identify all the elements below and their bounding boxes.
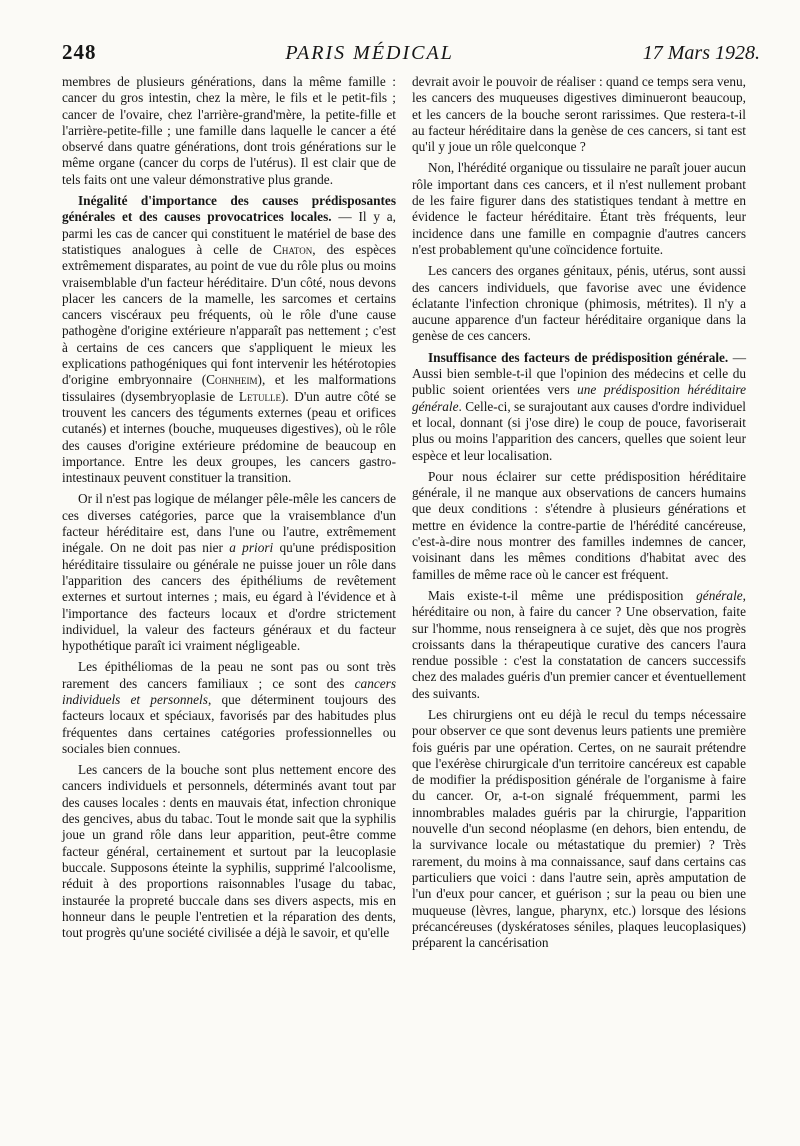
paragraph: membres de plusieurs générations, dans la même famille : cancer du gros intestin, chez la mère, le fils et le petit-fils ; cancer de l'ovaire, chez l'arrière-grand'mère, la petite-fille et l'arrière-petite-fille ; une famille dans laquelle le cancer a été observé dans quatre générations, dont trois générations sur le même organe (cancer du corps de l'utérus). Il est clair que de tels faits ont une valeur démonstrative plus grande. — [62, 74, 396, 187]
author-name: Letulle — [238, 388, 281, 404]
paragraph: Les cancers de la bouche sont plus nettement encore des cancers individuels et personnels, déterminés avant tout par des causes locales : dents en mauvais état, infection chronique des gencives, abus du tabac. Tout le monde sait que la syphilis joue un grand rôle dans leur apparition, peut-être comme facteur général, certainement et surtout par la leucoplasie buccale. Supposons éteinte la syphilis, supprimé l'alcoolisme, réduit à des proportions raisonnables l'usage du tabac, instaurée la propreté buccale dans ses divers aspects, mis en honneur dans le peuple l'entretien et la réparation des dents, tout progrès qu'une société civilisée a déjà le savoir, et qu'elle — [62, 762, 396, 941]
paragraph: Les chirurgiens ont eu déjà le recul du temps nécessaire pour observer ce que sont devenus leurs patients une première fois guéris par une opération. Certes, on ne saurait prétendre que l'exérèse chirurgicale d'un territoire cancéreux est capable de modifier la prédisposition générale de l'organisme à faire du cancer. Or, a-t-on signalé fréquemment, parmi les innombrables malades guéris par la chirurgie, l'apparition nouvelle d'un second néoplasme (en dehors, bien entendu, de la survivance locale ou métastatique du premier) ? Très rarement, du moins à ma connaissance, sauf dans certains cas particuliers que voici : dans l'autre sein, après amputation de l'un d'eux pour cancer, et guérison ; sur la peau ou bien une muqueuse (lèvres, langue, pharynx, etc.) lorsque des lésions précancéreuses (dyskératoses séniles, plaques leucoplasiques) préparent la cancérisation — [412, 706, 746, 951]
left-column — [62, 74, 396, 946]
paragraph: Pour nous éclairer sur cette prédisposition héréditaire générale, il ne manque aux observations de cancers humains que deux conditions : s'étendre à plusieurs générations et mettre en évidence la contre-partie de l'hérédité cancéreuse, c'est-à-dire nous montrer des familles indemnes de cancer, voisinant dans les mêmes conditions d'habitat avec des familles de même race où le cancer est fréquent. — [412, 468, 746, 582]
author-name: Cohnheim — [206, 372, 258, 388]
paragraph: Les cancers des organes génitaux, pénis, utérus, sont aussi des cancers individuels, que favorise avec une évidence éclatante l'infection chronique (phimosis, métrites). Il n'y a aucune apparence d'un facteur héréditaire organique dans la genèse de ces cancers. — [412, 263, 746, 344]
paragraph: Or il n'est pas logique de mélanger pêle-mêle les cancers de ces diverses catégories, parce que la vraisemblance d'un facteur héréditaire est, dans l'une ou l'autre, extrêmement inégale. On ne doit pas nier a priori qu'une prédisposition héréditaire tissulaire ou générale ne puisse jouer un rôle dans l'apparition des cancers des épithéliums de revêtement externes et surtout internes ; mais, eu égard à l'évidence et à l'importance des facteurs locaux et d'ordre strictement individuel, la valeur des facteurs généraux et du facteur hypothétique paraît ici vraiment négligeable. — [62, 491, 397, 654]
page-number: 248 — [62, 40, 97, 64]
section-heading: Inégalité d'importance des causes prédisposantes générales et des causes provocatrices locales. — [62, 193, 396, 225]
author-name: Chaton — [273, 241, 313, 257]
paragraph: Insuffisance des facteurs de prédisposition générale. — Aussi bien semble-t-il que l'opinion des médecins et celle du public soient orientées vers une prédisposition héréditaire générale. Celle-ci, se surajoutant aux causes d'ordre individuel et local, donnant (si j'ose dire) le coup de pouce, favoriserait plus ou moins l'apparition des cancers, quelles que soient leur espèce et leur localisation. — [412, 349, 746, 463]
paragraph: Mais existe-t-il même une prédisposition générale, héréditaire ou non, à faire du cancer ? Une observation, faite sur l'homme, nous renseignera à ce sujet, dès que nos progrès croissants dans la thérapeutique curative des cancers l'aura rendue possible : c'est la constatation de cancers successifs chez des malades guéris d'un premier cancer et éventuellement des suivants. — [412, 587, 746, 701]
section-heading: Insuffisance des facteurs de prédisposition générale. — [428, 349, 729, 365]
paragraph: Inégalité d'importance des causes prédisposantes générales et des causes provocatrices locales. — Il y a, parmi les cas de cancer qui constituent le matériel de base des statistiques analogues à celle de Chaton, des espèces extrêmement disparates, au point de vue du rôle plus ou moins vraisemblable d'un facteur héréditaire. D'un côté, nous devons placer les cancers de la mamelle, les sarcomes et certains cancers viscéraux peu fréquents, où le rôle d'une cause pathogène d'origine extérieure n'apparaît pas nettement ; c'est à certains de ces cancers que s'appliquent le mieux les explications pathogéniques qui font intervenir les hétérotopies d'origine embryonnaire (Cohnheim), et les malformations tissulaires (dysembryoplasie de Letulle). D'un autre côté se trouvent les cancers des téguments externes (peau et orifices cutanés) et internes (bouche, muqueuses digestives), où le rôle des causes d'origine extérieure prédomine de beaucoup en importance. Entre les deux groupes, les cancers gastro-intestinaux peuvent constituer la transition. — [62, 193, 397, 486]
paragraph: Non, l'hérédité organique ou tissulaire ne paraît jouer aucun rôle important dans ces cancers, et il n'est nullement probant de les faire figurer dans des statistiques tendant à mettre en évidence le facteur héréditaire. Étant très fréquents, leur incidence dans une famille en compagnie d'autres cancers n'est probablement qu'une coïncidence fortuite. — [412, 160, 746, 257]
paragraph: devrait avoir le pouvoir de réaliser : quand ce temps sera venu, les cancers des muqueuses digestives diminueront beaucoup, et les cancers de la bouche seront rarissimes. Que restera-t-il au facteur héréditaire dans la genèse de ces cancers, si tant est qu'il y joue un rôle quelconque ? — [412, 74, 746, 155]
journal-title: PARIS MÉDICAL — [285, 42, 454, 64]
issue-date: 17 Mars 1928. — [642, 42, 760, 64]
paragraph: Les épithéliomas de la peau ne sont pas ou sont très rarement des cancers familiaux ; ce sont des cancers individuels et personnels, que déterminent toujours des facteurs locaux et spéciaux, favorisés par des habitudes plus fréquentes dans certaines catégories professionnelles ou sociales bien connues. — [62, 659, 396, 756]
page-header — [62, 40, 760, 68]
right-column — [412, 74, 746, 956]
